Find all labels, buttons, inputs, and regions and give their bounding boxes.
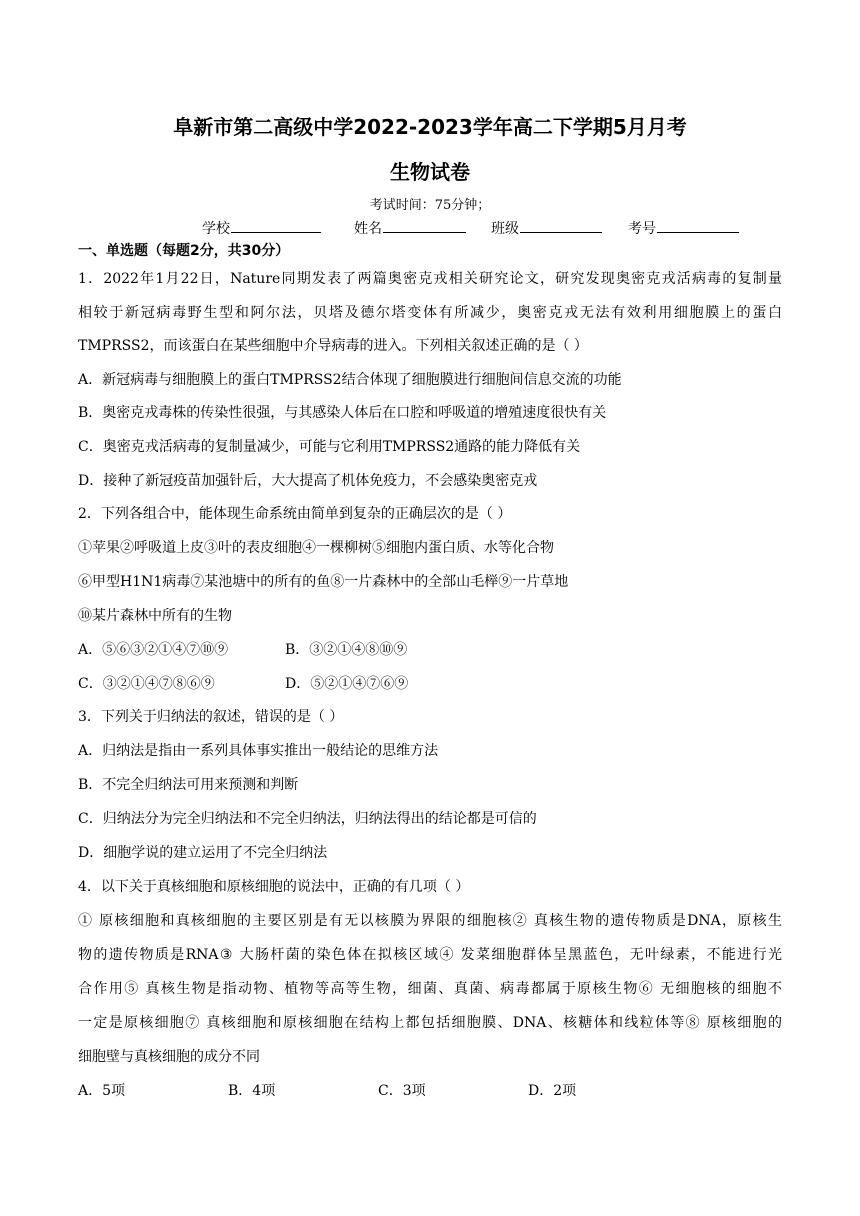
name-label: 姓名 <box>354 221 382 237</box>
q4-body-line5: 细胞壁与真核细胞的成分不同 <box>78 1049 260 1065</box>
q1-stem-line2: 相较于新冠病毒野生型和阿尔法，贝塔及德尔塔变体有所减少，奥密克戎无法有效利用细胞膜上的蛋白 <box>78 305 782 321</box>
q4-body-line2: 物的遗传物质是RNA③ 大肠杆菌的染色体在拟核区域④ 发菜细胞群体呈黑蓝色，无叶绿素，不能进行光 <box>78 947 782 963</box>
school-field <box>202 217 321 239</box>
section-title: 一、单选题（每题2分，共30分） <box>78 243 290 259</box>
class-field <box>491 217 602 239</box>
q4-option-a: A．5项 <box>78 1083 126 1099</box>
name-blank <box>383 217 466 233</box>
q3-option-c: C．归纳法分为完全归纳法和不完全归纳法，归纳法得出的结论都是可信的 <box>78 811 537 827</box>
q1-stem-line1: 1．2022年1月22日，Nature同期发表了两篇奥密克戎相关研究论文，研究发现奥密克戎活病毒的复制量 <box>78 271 782 287</box>
q4-stem: 4．以下关于真核细胞和原核细胞的说法中，正确的有几项（ ） <box>78 879 470 895</box>
q1-option-c: C．奥密克戎活病毒的复制量减少，可能与它利用TMPRSS2通路的能力降低有关 <box>78 439 581 455</box>
q3-stem: 3．下列关于归纳法的叙述，错误的是（ ） <box>78 709 344 725</box>
q3-option-d: D．细胞学说的建立运用了不完全归纳法 <box>78 845 328 861</box>
q4-body-line4: 一定是原核细胞⑦ 真核细胞和原核细胞在结构上都包括细胞膜、DNA、核糖体和线粒体等⑧ 原核细胞的 <box>78 1015 782 1031</box>
name-field <box>354 217 466 239</box>
q2-option-c: C．③②①④⑦⑧⑥⑨ <box>78 676 215 692</box>
q4-option-c: C．3项 <box>378 1083 426 1099</box>
q2-option-a: A．⑤⑥③②①④⑦⑩⑨ <box>78 642 229 658</box>
student-info-row <box>0 217 860 237</box>
q1-option-d: D．接种了新冠疫苗加强针后，大大提高了机体免疫力，不会感染奥密克戎 <box>78 473 538 489</box>
q4-option-b: B．4项 <box>228 1083 276 1099</box>
q4-option-d: D．2项 <box>528 1083 577 1099</box>
q4-body-line3: 合作用⑤ 真核生物是指动物、植物等高等生物，细菌、真菌、病毒都属于原核生物⑥ 无细胞核的细胞不 <box>78 981 782 997</box>
class-blank <box>520 217 602 233</box>
exam-title: 阜新市第二高级中学2022-2023学年高二下学期5月月考 <box>173 115 687 139</box>
number-field <box>628 217 739 239</box>
school-label: 学校 <box>202 221 230 237</box>
number-label: 考号 <box>628 221 656 237</box>
q2-items-line1: ①苹果②呼吸道上皮③叶的表皮细胞④一棵柳树⑤细胞内蛋白质、水等化合物 <box>78 540 554 556</box>
q3-option-b: B．不完全归纳法可用来预测和判断 <box>78 777 299 793</box>
q2-stem: 2．下列各组合中，能体现生命系统由简单到复杂的正确层次的是（ ） <box>78 506 512 522</box>
exam-time: 考试时间：75分钟； <box>369 198 491 213</box>
q2-option-d: D．⑤②①④⑦⑥⑨ <box>285 676 409 692</box>
q2-option-b: B．③②①④⑧⑩⑨ <box>285 642 408 658</box>
school-blank <box>231 217 321 233</box>
q2-items-line2: ⑥甲型H1N1病毒⑦某池塘中的所有的鱼⑧一片森林中的全部山毛榉⑨一片草地 <box>78 574 569 590</box>
q2-items-line3: ⑩某片森林中所有的生物 <box>78 608 232 624</box>
q1-stem-line3: TMPRSS2，而该蛋白在某些细胞中介导病毒的进入。下列相关叙述正确的是（ ） <box>78 338 588 354</box>
q4-body-line1: ① 原核细胞和真核细胞的主要区别是有无以核膜为界限的细胞核② 真核生物的遗传物质是DNA，原核生 <box>78 913 782 929</box>
number-blank <box>657 217 739 233</box>
class-label: 班级 <box>491 221 519 237</box>
q1-option-a: A．新冠病毒与细胞膜上的蛋白TMPRSS2结合体现了细胞膜进行细胞间信息交流的功能 <box>78 372 622 388</box>
exam-subtitle: 生物试卷 <box>390 160 470 184</box>
q3-option-a: A．归纳法是指由一系列具体事实推出一般结论的思维方法 <box>78 743 439 759</box>
q1-option-b: B．奥密克戎毒株的传染性很强，与其感染人体后在口腔和呼吸道的增殖速度很快有关 <box>78 405 607 421</box>
